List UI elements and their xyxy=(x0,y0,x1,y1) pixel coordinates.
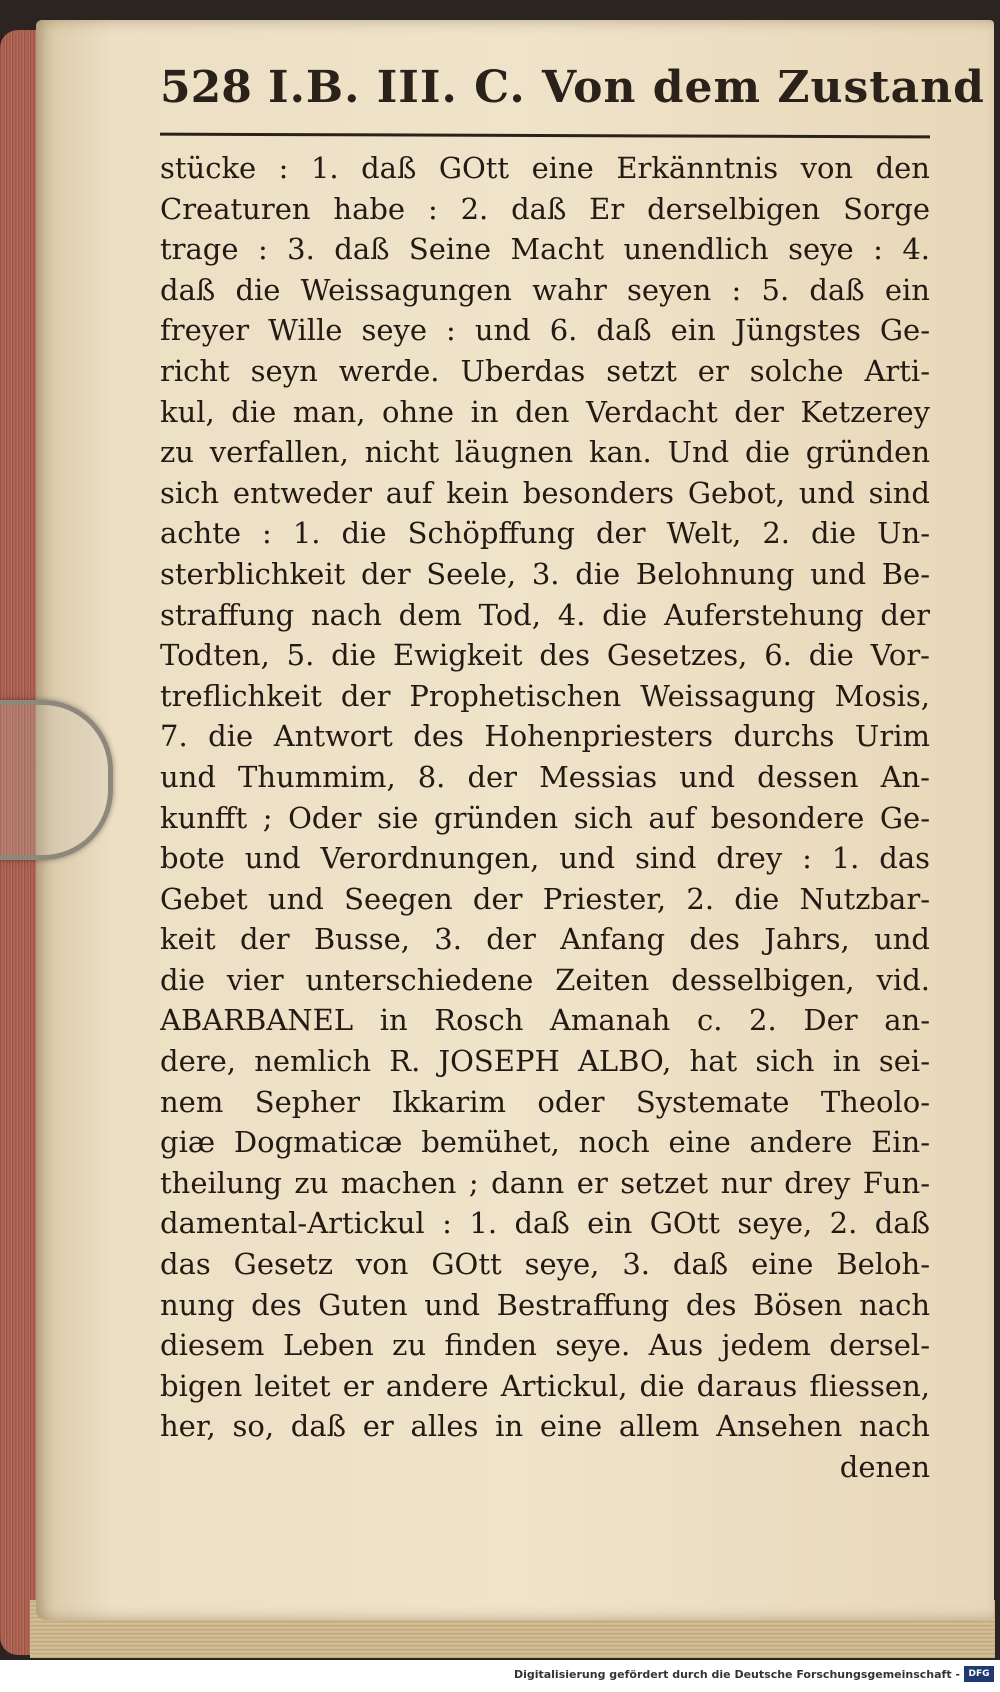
text-line: kunfft ; Oder sie gründen sich auf besondere Ge- xyxy=(160,800,930,835)
running-head: I.B. III. C. Von dem Zustand xyxy=(268,62,985,113)
text-line: achte : 1. die Schöpffung der Welt, 2. die Un- xyxy=(160,516,930,551)
text-line: diesem Leben zu finden seye. Aus jedem dersel- xyxy=(160,1328,930,1363)
text-line: theilung zu machen ; dann er setzet nur drey Fun- xyxy=(160,1165,930,1200)
text-line: treflichkeit der Prophetischen Weissagung Mosis, xyxy=(160,678,930,713)
page-header xyxy=(160,62,985,128)
text-line: freyer Wille seye : und 6. daß ein Jüngstes Ge- xyxy=(160,313,930,348)
text-line: bigen leitet er andere Artickul, die daraus fliessen, xyxy=(160,1368,930,1403)
text-line: trage : 3. daß Seine Macht unendlich seye : 4. xyxy=(160,232,930,267)
text-line: bote und Verordnungen, und sind drey : 1. das xyxy=(160,841,930,876)
text-line: her, so, daß er alles in eine allem Ansehen nach xyxy=(160,1409,930,1444)
text-line: nung des Guten und Bestraffung des Bösen nach xyxy=(160,1287,930,1322)
text-line: sterblichkeit der Seele, 3. die Belohnung und Be- xyxy=(160,556,930,591)
catchword: denen xyxy=(839,1450,930,1484)
text-line: daß die Weissagungen wahr seyen : 5. daß ein xyxy=(160,272,930,307)
text-line: 7. die Antwort des Hohenpriesters durchs Urim xyxy=(160,719,930,754)
text-line: dere, nemlich R. JOSEPH ALBO, hat sich in sei- xyxy=(160,1044,930,1079)
text-line: keit der Busse, 3. der Anfang des Jahrs, und xyxy=(160,922,930,957)
text-line: richt seyn werde. Uberdas setzt er solche Arti- xyxy=(160,353,930,388)
text-line: die vier unterschiedene Zeiten desselbigen, vid. xyxy=(160,962,930,997)
text-line: giæ Dogmaticæ bemühet, noch eine andere Ein- xyxy=(160,1125,930,1160)
text-line: sich entweder auf kein besonders Gebot, und sind xyxy=(160,475,930,510)
text-line: ABARBANEL in Rosch Amanah c. 2. Der an- xyxy=(160,1003,930,1038)
text-line: Todten, 5. die Ewigkeit des Gesetzes, 6. die Vor- xyxy=(160,638,930,673)
page-number: 528 xyxy=(160,62,252,113)
text-line: Creaturen habe : 2. daß Er derselbigen Sorge xyxy=(160,191,930,226)
text-line: stücke : 1. daß GOtt eine Erkänntnis von den xyxy=(160,151,930,185)
text-line: zu verfallen, nicht läugnen kan. Und die gründen xyxy=(160,435,930,470)
text-line: nem Sepher Ikkarim oder Systemate Theolo- xyxy=(160,1084,930,1119)
body-text xyxy=(160,148,930,1488)
text-line: und Thummim, 8. der Messias und dessen An- xyxy=(160,759,930,794)
text-line: kul, die man, ohne in den Verdacht der Ketzerey xyxy=(160,394,930,429)
dfg-logo: DFG xyxy=(964,1666,994,1682)
text-line: damental-Artickul : 1. daß ein GOtt seye, 2. daß xyxy=(160,1206,930,1241)
text-line: Gebet und Seegen der Priester, 2. die Nutzbar- xyxy=(160,881,930,916)
text-line: straffung nach dem Tod, 4. die Auferstehung der xyxy=(160,597,930,632)
digitization-credit: Digitalisierung gefördert durch die Deutsche Forschungsgemeinschaft - xyxy=(513,1668,960,1681)
text-line: das Gesetz von GOtt seye, 3. daß eine Beloh- xyxy=(160,1247,930,1282)
footer-bar xyxy=(0,1660,1000,1692)
